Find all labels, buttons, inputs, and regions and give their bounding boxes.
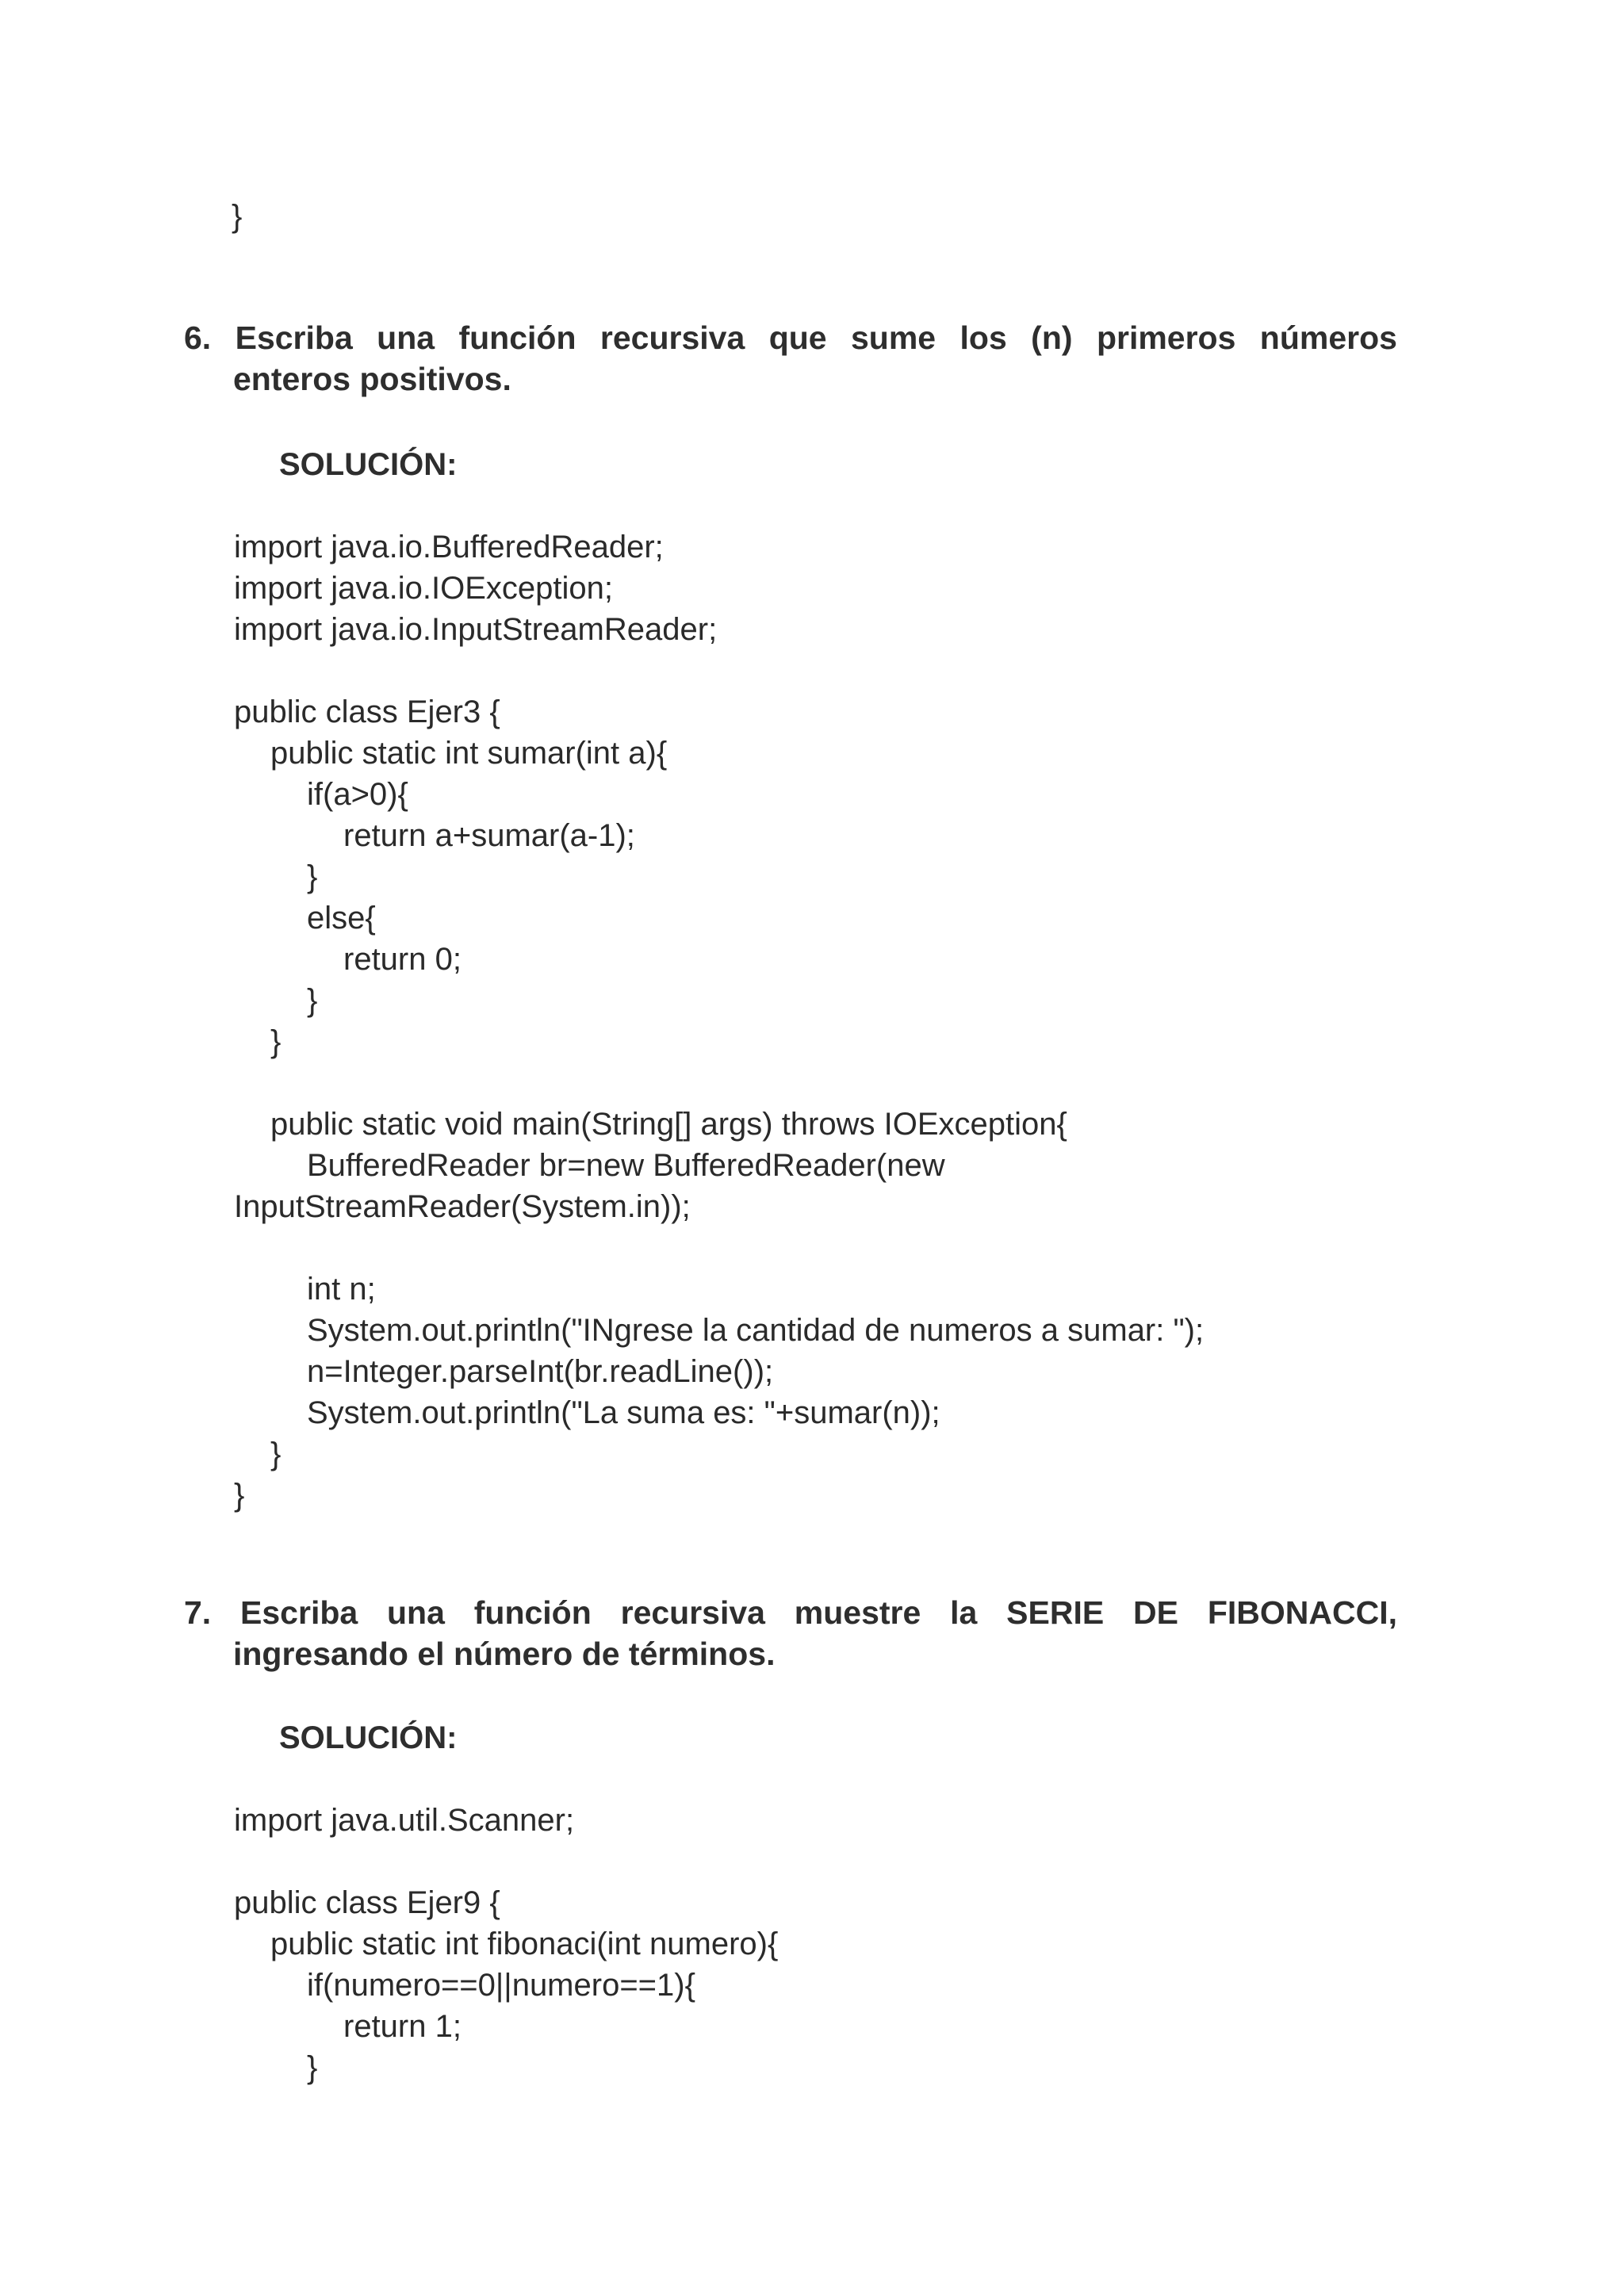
- code-line: }: [307, 859, 318, 894]
- code-line: }: [307, 983, 318, 1018]
- code-line: return 1;: [343, 2009, 462, 2044]
- solution-label: SOLUCIÓN:: [279, 447, 458, 482]
- code-line: import java.io.BufferedReader;: [234, 530, 664, 564]
- question-7-word: muestre: [794, 1594, 921, 1631]
- question-6-word: números: [1259, 320, 1397, 356]
- question-7-word: DE: [1133, 1594, 1179, 1631]
- code-line: import java.io.IOException;: [234, 571, 613, 606]
- question-7-word: SERIE: [1006, 1594, 1105, 1631]
- question-6-word: Escriba: [235, 320, 353, 356]
- code-line: public static void main(String[] args) throws IOException{: [270, 1107, 1067, 1142]
- question-6: [184, 317, 1397, 400]
- question-7-line-1: [184, 1592, 1397, 1633]
- code-line: int n;: [307, 1272, 376, 1307]
- question-6-word: que: [768, 320, 827, 356]
- code-line: n=Integer.parseInt(br.readLine());: [307, 1354, 774, 1389]
- code-line: System.out.println("INgrese la cantidad de numeros a sumar: ");: [307, 1313, 1205, 1348]
- question-7-word: la: [950, 1594, 978, 1631]
- code-line: InputStreamReader(System.in));: [234, 1189, 691, 1224]
- code-line: public static int fibonaci(int numero){: [270, 1927, 779, 1961]
- solution-label: SOLUCIÓN:: [279, 1720, 458, 1755]
- question-6-word: primeros: [1096, 320, 1236, 356]
- question-7-number: 7.: [184, 1594, 212, 1631]
- code-line: if(numero==0||numero==1){: [307, 1968, 695, 2003]
- code-line: return 0;: [343, 942, 462, 977]
- code-line: BufferedReader br=new BufferedReader(new: [307, 1148, 945, 1183]
- code-line: import java.io.InputStreamReader;: [234, 612, 718, 647]
- code-line: import java.util.Scanner;: [234, 1803, 575, 1838]
- code-line: public static int sumar(int a){: [270, 736, 668, 771]
- question-6-word: los: [959, 320, 1007, 356]
- code-line: }: [307, 2050, 318, 2085]
- question-6-word: función: [458, 320, 576, 356]
- code-line: }: [234, 1478, 245, 1513]
- question-7-line-2: ingresando el número de términos.: [233, 1636, 776, 1672]
- code-line: }: [270, 1024, 282, 1059]
- question-6-word: una: [377, 320, 435, 356]
- question-6-word: (n): [1031, 320, 1073, 356]
- question-6-line-2: enteros positivos.: [233, 361, 511, 397]
- question-6-word: recursiva: [599, 320, 745, 356]
- code-line: if(a>0){: [307, 777, 408, 812]
- code-line: else{: [307, 901, 376, 936]
- code-line: }: [270, 1437, 282, 1471]
- question-7-word: función: [473, 1594, 592, 1631]
- question-7-word: Escriba: [240, 1594, 358, 1631]
- closing-brace: }: [232, 199, 243, 234]
- question-6-number: 6.: [184, 320, 212, 356]
- code-line: System.out.println("La suma es: "+sumar(n));: [307, 1395, 940, 1430]
- question-7-word: una: [387, 1594, 445, 1631]
- question-7-word: FIBONACCI,: [1207, 1594, 1397, 1631]
- question-7: [184, 1592, 1397, 1674]
- code-line: public class Ejer3 {: [234, 695, 500, 729]
- code-line: public class Ejer9 {: [234, 1885, 500, 1920]
- code-line: return a+sumar(a-1);: [343, 818, 635, 853]
- question-6-word: sume: [851, 320, 936, 356]
- question-7-word: recursiva: [620, 1594, 765, 1631]
- question-6-line-1: [184, 317, 1397, 358]
